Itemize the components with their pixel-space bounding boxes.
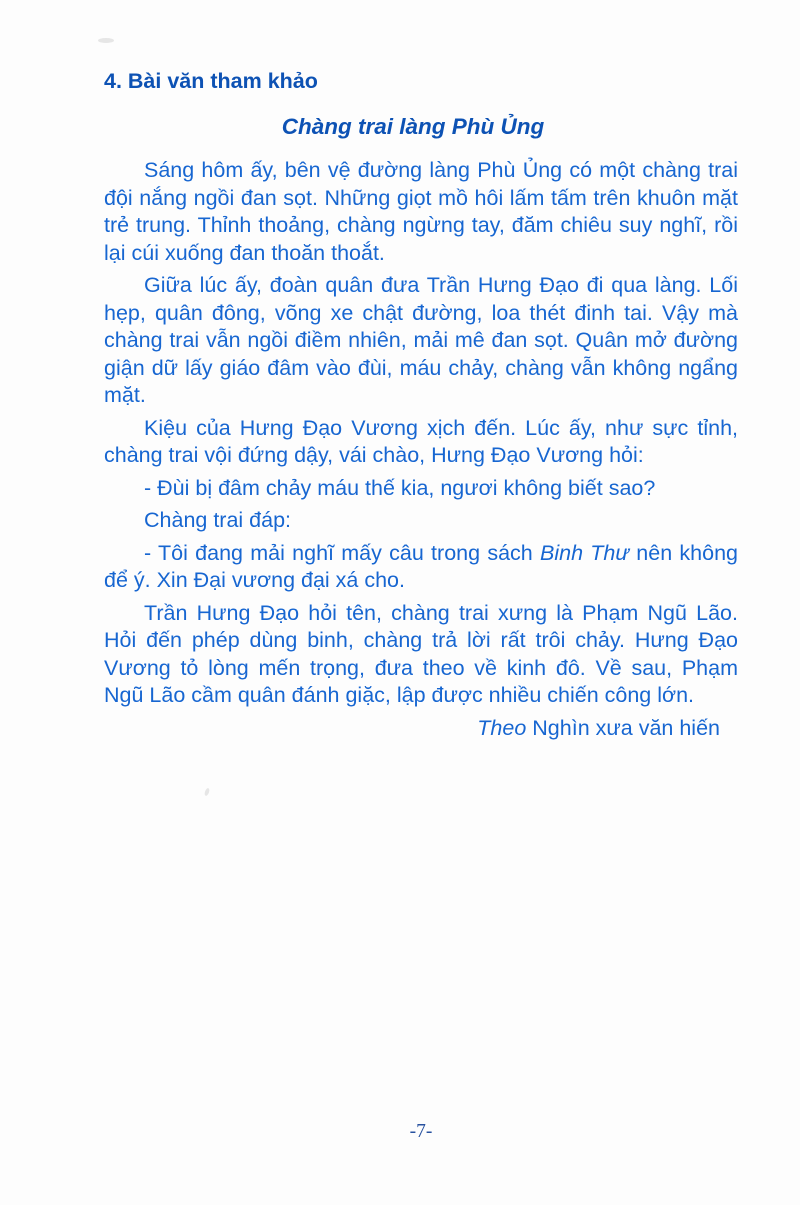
attribution-source: Nghìn xưa văn hiến <box>532 715 720 740</box>
scan-smudge <box>98 38 114 43</box>
book-title-binh-thu: Binh Thư <box>540 540 630 565</box>
paragraph-6-text-lead: - Tôi đang mải nghĩ mấy câu trong sách <box>144 540 540 565</box>
scan-smudge <box>204 788 210 797</box>
paragraph-3-text: Kiệu của Hưng Đạo Vương xịch đến. Lúc ấy, như sực tỉnh, chàng trai vội đứng dậy, vái chào, Hưng Đạo Vương hỏi: <box>104 415 738 467</box>
paragraph-4-text: - Đùi bị đâm chảy máu thế kia, ngươi không biết sao? <box>144 475 656 500</box>
page-number: -7- <box>409 1121 433 1142</box>
section-heading: 4. Bài văn tham khảo <box>104 69 318 93</box>
paragraph-5 <box>104 507 738 535</box>
paragraph-1 <box>104 157 738 267</box>
paragraph-3 <box>104 415 738 470</box>
attribution-theo: Theo <box>477 715 533 740</box>
paragraph-7-text: Trần Hưng Đạo hỏi tên, chàng trai xưng là Phạm Ngũ Lão. Hỏi đến phép dùng binh, chàng trả lời rất trôi chảy. Hưng Đạo Vương tỏ lòng mến trọng, đưa theo về kinh đô. Về sau, Phạm Ngũ Lão cầm quân đánh giặc, lập được nhiều chiến công lớn. <box>104 600 738 707</box>
paragraph-2-text: Giữa lúc ấy, đoàn quân đưa Trần Hưng Đạo đi qua làng. Lối hẹp, quân đông, võng xe chật đường, loa thét đinh tai. Vậy mà chàng trai vẫn ngồi điềm nhiên, mải mê đan sọt. Quân mở đường giận dữ lấy giáo đâm vào đùi, máu chảy, chàng vẫn không ngẩng mặt. <box>104 273 738 407</box>
story-body <box>104 157 738 710</box>
paragraph-4-dialogue <box>104 475 738 503</box>
paragraph-7 <box>104 600 738 710</box>
paragraph-5-text: Chàng trai đáp: <box>144 508 292 532</box>
paragraph-1-text: Sáng hôm ấy, bên vệ đường làng Phù Ủng có một chàng trai đội nắng ngồi đan sọt. Những giọt mồ hôi lấm tấm trên khuôn mặt trẻ trung. Thỉnh thoảng, chàng ngừng tay, đăm chiêu suy nghĩ, rồi lại cúi xuống đan thoăn thoắt. <box>104 158 738 265</box>
paragraph-6-dialogue <box>104 540 738 595</box>
paragraph-6-text-tail: nên không để ý. Xin Đại vương đại xá cho. <box>104 540 738 592</box>
paragraph-2 <box>104 272 738 410</box>
attribution <box>104 715 738 743</box>
story-title: Chàng trai làng Phù Ủng <box>281 114 545 139</box>
